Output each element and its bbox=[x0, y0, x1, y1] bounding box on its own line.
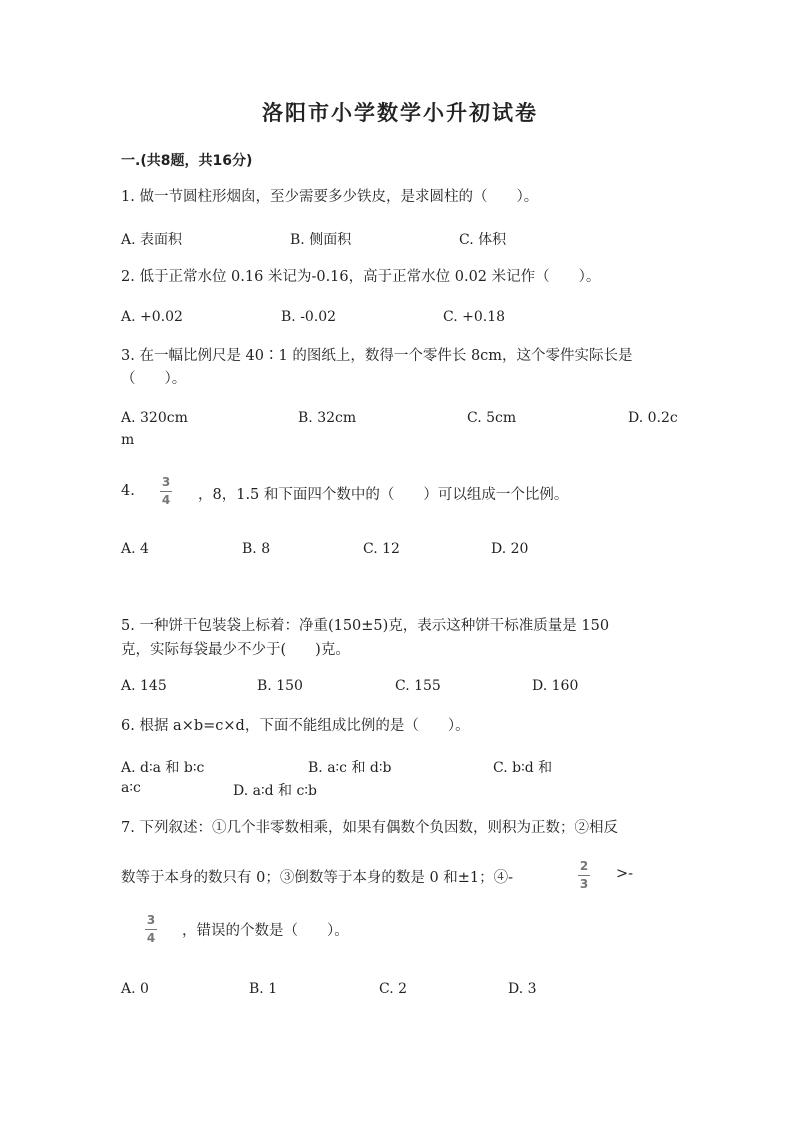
question-7-line-1: 7. 下列叙述：①几个非零数相乘，如果有偶数个负因数，则积为正数；②相反 bbox=[121, 820, 618, 836]
q7-option-c[interactable]: C. 2 bbox=[379, 981, 408, 997]
q5-option-a[interactable]: A. 145 bbox=[121, 678, 167, 694]
q5-option-c[interactable]: C. 155 bbox=[395, 678, 441, 694]
q1-option-c[interactable]: C. 体积 bbox=[459, 232, 507, 248]
q3-option-c[interactable]: C. 5cm bbox=[467, 410, 517, 426]
q7-option-a[interactable]: A. 0 bbox=[121, 981, 149, 997]
q4-fraction bbox=[160, 475, 172, 508]
question-4-text: ，8，1.5 和下面四个数中的（ ）可以组成一个比例。 bbox=[198, 487, 569, 503]
question-2: 2. 低于正常水位 0.16 米记为-0.16，高于正常水位 0.02 米记作（ ）。 bbox=[121, 269, 601, 285]
q3-option-d-wrap: m bbox=[121, 432, 135, 448]
q5-option-d[interactable]: D. 160 bbox=[532, 678, 579, 694]
q1-option-b[interactable]: B. 侧面积 bbox=[290, 232, 352, 248]
page-title: 洛阳市小学数学小升初试卷 bbox=[262, 101, 538, 125]
fraction-bar bbox=[145, 929, 157, 930]
q6-option-b[interactable]: B. a∶c 和 d∶b bbox=[308, 760, 392, 776]
q7-fraction-1 bbox=[578, 859, 590, 892]
q3-option-a[interactable]: A. 320cm bbox=[121, 410, 188, 426]
question-5-line-1: 5. 一种饼干包装袋上标着：净重(150±5)克，表示这种饼干标准质量是 150 bbox=[121, 618, 610, 634]
q5-option-b[interactable]: B. 150 bbox=[257, 678, 303, 694]
question-3-line-2: （ ）。 bbox=[121, 371, 187, 387]
section-heading: 一.(共8题，共16分) bbox=[121, 153, 253, 169]
q6-option-a[interactable]: A. d∶a 和 b∶c bbox=[121, 760, 205, 776]
fraction-denominator: 4 bbox=[146, 931, 156, 945]
fraction-numerator: 3 bbox=[161, 475, 171, 489]
q6-option-c-wrap: a∶c bbox=[121, 780, 141, 796]
question-4-number: 4. bbox=[121, 483, 135, 499]
q3-option-b[interactable]: B. 32cm bbox=[298, 410, 357, 426]
q4-option-a[interactable]: A. 4 bbox=[121, 541, 149, 557]
q2-option-b[interactable]: B. -0.02 bbox=[281, 309, 337, 325]
question-7-line-2: 数等于本身的数只有 0；③倒数等于本身的数是 0 和±1；④- bbox=[121, 870, 514, 886]
q4-option-b[interactable]: B. 8 bbox=[242, 541, 271, 557]
q6-option-c[interactable]: C. b∶d 和 bbox=[493, 760, 553, 776]
fraction-bar bbox=[578, 875, 590, 876]
q7-fraction-2 bbox=[145, 913, 157, 946]
fraction-denominator: 4 bbox=[161, 493, 171, 507]
q6-option-d[interactable]: D. a∶d 和 c∶b bbox=[233, 783, 317, 799]
q4-option-d[interactable]: D. 20 bbox=[491, 541, 529, 557]
q4-option-c[interactable]: C. 12 bbox=[363, 541, 400, 557]
question-7-line-3: ，错误的个数是（ ）。 bbox=[182, 923, 349, 939]
q2-option-a[interactable]: A. +0.02 bbox=[121, 309, 183, 325]
question-6: 6. 根据 a×b=c×d，下面不能组成比例的是（ ）。 bbox=[121, 718, 470, 734]
fraction-bar bbox=[160, 491, 172, 492]
fraction-numerator: 3 bbox=[146, 913, 156, 927]
q7-greater-than: >- bbox=[616, 866, 634, 882]
q1-option-a[interactable]: A. 表面积 bbox=[121, 232, 183, 248]
question-1: 1. 做一节圆柱形烟囱，至少需要多少铁皮，是求圆柱的（ ）。 bbox=[121, 189, 539, 205]
q3-option-d[interactable]: D. 0.2c bbox=[628, 410, 678, 426]
fraction-denominator: 3 bbox=[579, 877, 589, 891]
question-5-line-2: 克，实际每袋最少不少于( )克。 bbox=[121, 642, 350, 658]
q7-option-b[interactable]: B. 1 bbox=[249, 981, 278, 997]
fraction-numerator: 2 bbox=[579, 859, 589, 873]
q2-option-c[interactable]: C. +0.18 bbox=[443, 309, 506, 325]
question-3-line-1: 3. 在一幅比例尺是 40∶1 的图纸上，数得一个零件长 8cm，这个零件实际长是 bbox=[121, 348, 633, 364]
q7-option-d[interactable]: D. 3 bbox=[508, 981, 537, 997]
